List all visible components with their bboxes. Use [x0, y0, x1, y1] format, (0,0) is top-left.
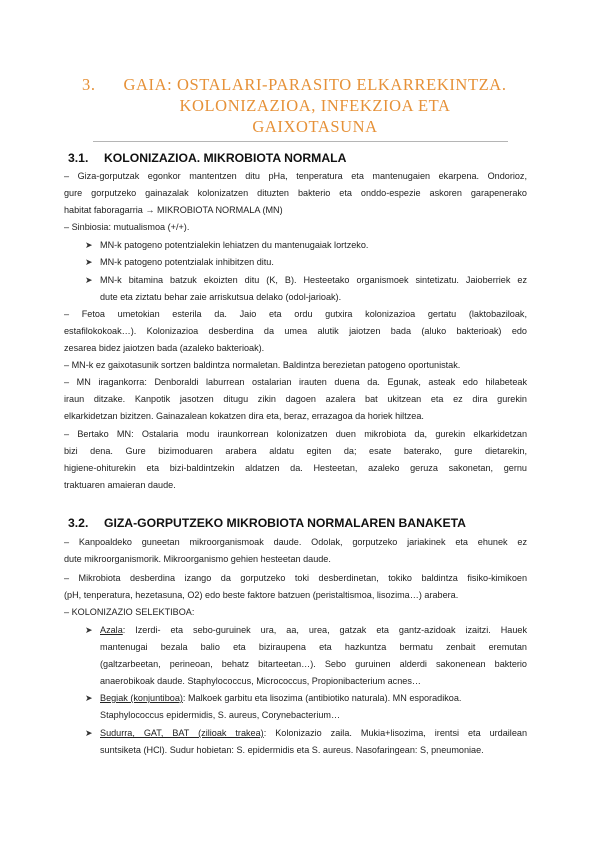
paragraph-line: elkarkidetzan bizitzen. Gainazalean kokatzen dira eta, beraz, errazagoa da horiek hiltzea. — [64, 411, 424, 421]
chapter-title-line-1: GAIA: OSTALARI-PARASITO ELKARREKINTZA. — [123, 75, 507, 94]
arrow-bullet-icon: ➤ — [85, 240, 93, 250]
paragraph-line: – MN iragankorra: Denboraldi laburrean ostalarian irauten duena da. Egunak, asteak edo hilabeteak — [64, 377, 527, 387]
section-number: 3.2. — [68, 516, 89, 530]
chapter-title-line-2: KOLONIZAZIOA, INFEKZIOA ETA — [179, 96, 451, 115]
bullet-text: suntsiketa (HCl). Sudur hobietan: S. epidermidis eta S. aureus. Nasofaringean: S, pneumoniae. — [100, 745, 484, 755]
paragraph-line: zesarea bidez jaiotzen bada (azaleko bakterioak). — [64, 343, 265, 353]
section-title: GIZA-GORPUTZEKO MIKROBIOTA NORMALAREN BANAKETA — [104, 516, 466, 530]
paragraph-line: – Sinbiosia: mutualismoa (+/+). — [64, 222, 190, 232]
bullet-text: Begiak (konjuntiboa): Malkoek garbitu eta lisozima (antibiotiko naturala). MN esporadikoa. — [100, 693, 462, 703]
chapter-heading — [60, 74, 540, 137]
bullet-text: MN-k bitamina batzuk ekoizten ditu (K, B). Hesteetako organismoek sintetizatu. Jaioberriek ez — [100, 275, 527, 285]
paragraph-line: – Kanpoaldeko guneetan mikroorganismoak daude. Odolak, gorputzeko jariakinek eta ehunek ez — [64, 537, 527, 547]
paragraph-line: – MN-k ez gaixotasunik sortzen baldintza normaletan. Baldintza berezietan patogeno oportunistak. — [64, 360, 461, 370]
paragraph-line: – Giza-gorputzak egonkor mantentzen ditu pHa, tenperatura eta mantenugaien ekarpena. Ondorioz, — [64, 171, 527, 181]
bullet-text: dute eta ziztatu behar zaie arriskutsua delako (odol-jarioak). — [100, 292, 342, 302]
chapter-number: 3. — [82, 75, 96, 94]
section-title: KOLONIZAZIOA. MIKROBIOTA NORMALA — [104, 151, 347, 165]
paragraph-line: (pH, tenperatura, hezetasuna, O2) edo beste faktore batzuen (peristaltismoa, lisozima…) arabera. — [64, 590, 459, 600]
arrow-bullet-icon: ➤ — [85, 693, 93, 703]
paragraph-line: bizi dena. Gure bizimoduaren arabera aldatu egiten da; esate baterako, gure dietarekin, — [64, 446, 527, 456]
paragraph-line: traktuaren amaieran daude. — [64, 480, 176, 490]
chapter-title-line-3: GAIXOTASUNA — [252, 117, 378, 136]
arrow-bullet-icon: ➤ — [85, 275, 93, 285]
bullet-text: MN-k patogeno potentzialak inhibitzen ditu. — [100, 257, 274, 267]
paragraph-line: estafilokokoak…). Kolonizazioa desberdina da umea alutik jaiotzen bada (aluko bakterioak) edo — [64, 326, 527, 336]
bullet-text: Sudurra, GAT, BAT (zilioak trakea): Kolonizazio zaila. Mukia+lisozima, irentsi eta urdailean — [100, 728, 528, 738]
arrow-bullet-icon: ➤ — [85, 625, 93, 635]
paragraph-line: iraun ditzake. Kanpotik jasotzen ditugu zikin dagoen azalera bat ukitzean eta ez dira gurekin — [64, 394, 527, 404]
bullet-text: mantenugai bezala balio eta biziraupena eta hazkuntza bermatu zenbait eremutan — [100, 642, 527, 652]
paragraph-line: habitat faboragarria → MIKROBIOTA NORMALA (MN) — [64, 205, 283, 215]
paragraph-line: – Bertako MN: Ostalaria modu iraunkorrean kolonizatzen duen mikrobiota da, gurekin elkarkidetzan — [64, 429, 527, 439]
bullet-text: Staphylococcus epidermidis, S. aureus, Corynebacterium… — [100, 710, 341, 720]
bullet-label-begiak: Begiak (konjuntiboa) — [100, 693, 183, 703]
bullet-text: anaerobikoak daude. Staphylococcus, Micrococcus, Propionibacterium acnes… — [100, 676, 421, 686]
chapter-divider — [93, 141, 508, 142]
bullet-text: MN-k patogeno potentzialekin lehiatzen du mantenugaiak lortzeko. — [100, 240, 369, 250]
section-number: 3.1. — [68, 151, 89, 165]
arrow-bullet-icon: ➤ — [85, 728, 93, 738]
bullet-label-azala: Azala — [100, 625, 123, 635]
paragraph-line: gure gorputzeko gainazalak kolonizatzen dituzten bakterio eta onddo-espezie askoren garapenerako — [64, 188, 527, 198]
bullet-text: (galtzarbeetan, perineoan, behatz bitarteetan…). Sebo guruinen alderdi sakonenean bakterio — [100, 659, 527, 669]
paragraph-line: – KOLONIZAZIO SELEKTIBOA: — [64, 607, 195, 617]
bullet-label-sudurra: Sudurra, GAT, BAT (zilioak trakea) — [100, 728, 264, 738]
arrow-bullet-icon: ➤ — [85, 257, 93, 267]
bullet-text: Azala: Izerdi- eta sebo-guruinek ura, aa, urea, gatzak eta gantz-azidoak izaitzi. Hauek — [100, 625, 527, 635]
paragraph-line: dute mikroorganismorik. Mikroorganismo gehien hesteetan daude. — [64, 554, 331, 564]
paragraph-line: – Mikrobiota desberdina izango da gorputzeko toki desberdinetan, tokiko baldintza fisiko-kimikoen — [64, 573, 527, 583]
paragraph-line: higiene-ohiturekin eta bizi-baldintzekin aldatzen da. Hesteetan, azaleko geruza sakonetan, gernu — [64, 463, 527, 473]
paragraph-line: – Fetoa umetokian esterila da. Jaio eta ordu gutxira kolonizazioa gertatu (laktobaziloak, — [64, 309, 527, 319]
